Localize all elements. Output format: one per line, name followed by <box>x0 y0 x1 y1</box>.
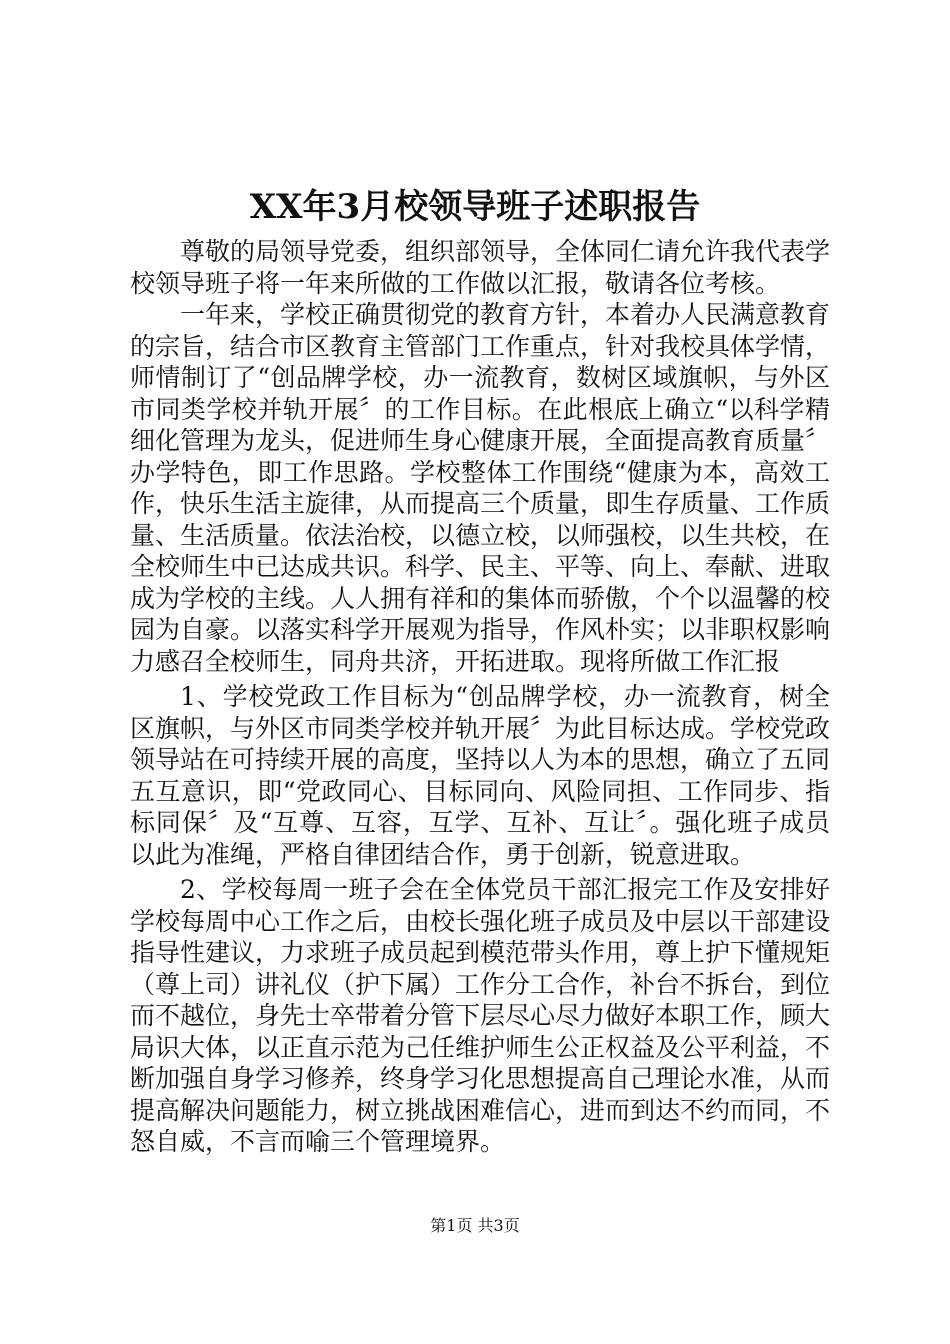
paragraph-item-2: 2、学校每周一班子会在全体党员干部汇报完工作及安排好学校每周中心工作之后，由校长强化班子成员及中层以干部建设指导性建议，力求班子成员起到模范带头作用，尊上护下懂规矩（尊上司）讲礼仪（护下属）工作分工合作，补台不拆台，到位而不越位，身先士卒带着分管下层尽心尽力做好本职工作，顾大局识大体，以正直示范为己任维护师生公正权益及公平利益，不断加强自身学习修养，终身学习化思想提高自己理论水准，从而提高解决问题能力，树立挑战困难信心，进而到达不约而同，不怒自威，不言而喻三个管理境界。 <box>130 875 831 1156</box>
paragraph-overview: 一年来，学校正确贯彻党的教育方针，本着办人民满意教育的宗旨，结合市区教育主管部门工作重点，针对我校具体学情，师情制订了“创品牌学校，办一流教育，数树区域旗帜，与外区市同类学校并轨开展〞的工作目标。在此根底上确立“以科学精细化管理为龙头，促进师生身心健康开展，全面提高教育质量〞办学特色，即工作思路。学校整体工作围绕“健康为本，高效工作，快乐生活主旋律，从而提高三个质量，即生存质量、工作质量、生活质量。依法治校，以德立校，以师强校，以生共校，在全校师生中已达成共识。科学、民主、平等、向上、奉献、进取成为学校的主线。人人拥有祥和的集体而骄傲，个个以温馨的校园为自豪。以落实科学开展观为指导，作风朴实；以非职权影响力感召全校师生，同舟共济，开拓进取。现将所做工作汇报 <box>130 300 831 676</box>
paragraph-item-1: 1、学校党政工作目标为“创品牌学校，办一流教育，树全区旗帜，与外区市同类学校并轨开展〞为此目标达成。学校党政领导站在可持续开展的高度，坚持以人为本的思想，确立了五同五互意识，即“党政同心、目标同向、风险同担、工作同步、指标同保〞及“互尊、互容，互学、互补、互让〞。强化班子成员以此为准绳，严格自律团结合作，勇于创新，锐意进取。 <box>130 682 831 869</box>
paragraph-greeting: 尊敬的局领导党委，组织部领导，全体同仁请允许我代表学校领导班子将一年来所做的工作做以汇报，敬请各位考核。 <box>130 237 831 298</box>
page-number-footer: 第1页 共3页 <box>430 1216 520 1235</box>
document-title: XX年3月校领导班子述职报告 <box>249 187 701 227</box>
document-body <box>130 236 830 1158</box>
